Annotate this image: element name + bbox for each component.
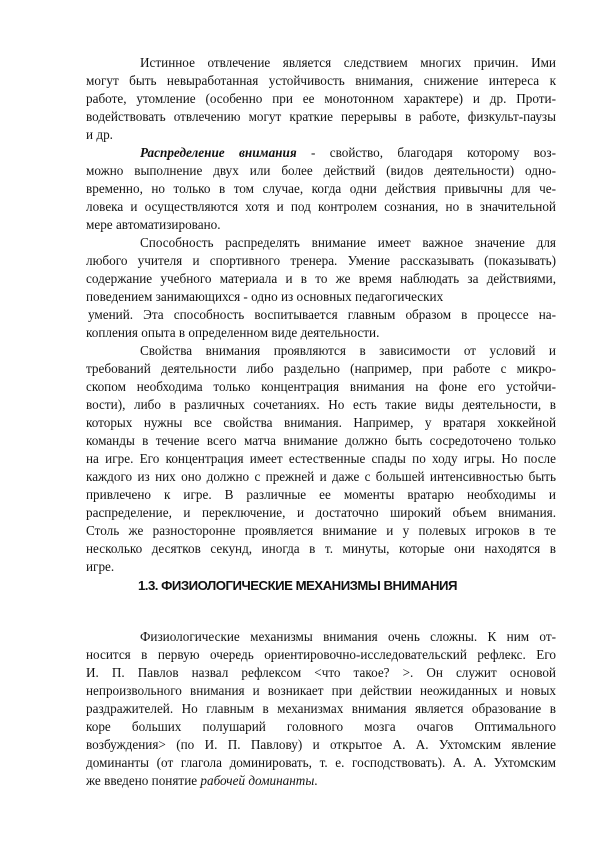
paragraph-4-line-11: Столь же разносторонне проявляется внимание и у полевых игроков в те <box>86 523 556 538</box>
paragraph-1-line-1: Истинное отвлечение является следствием многих причин. Ими <box>140 55 556 70</box>
paragraph-1-line-2: могут быть невыработанная устойчивость внимания, снижение интереса к <box>86 73 556 88</box>
paragraph-5-line-7: возбуждения> (по И. П. Павлову) и открытое А. А. Ухтомским явление <box>86 737 556 752</box>
paragraph-2-line-3: временно, но только в том случае, когда одни действия привычны для че- <box>86 181 556 196</box>
paragraph-2-line-4: ловека и осуществляются хотя и под контролем сознания, но в значительной <box>86 199 556 214</box>
paragraph-4-line-9: привлечено к игре. В различные ее моменты вратарю необходимы и <box>86 487 556 502</box>
paragraph-2-line-2: можно выполнение двух или более действий (видов деятельности) одно- <box>86 163 556 178</box>
paragraph-3-line-3: содержание учебного материала и в то же время наблюдать за действиями, <box>86 271 556 286</box>
paragraph-4-line-13: игре. <box>86 559 115 574</box>
paragraph-4-line-2: требований деятельности либо раздельно (например, при работе с микро- <box>86 361 556 376</box>
paragraph-4-line-7: на игре. Его концентрация имеет естественные спады по ходу игры. Но после <box>86 451 556 466</box>
paragraph-3-line-1: Способность распределять внимание имеет важное значение для <box>140 235 556 250</box>
paragraph-2-line-1-rest: - свойство, благодаря которому воз- <box>296 145 556 160</box>
paragraph-1-line-4: водействовать отвлечению могут краткие перерывы в работе, физкульт-паузы <box>86 109 556 124</box>
paragraph-2-line-5: мере автоматизировано. <box>86 217 221 232</box>
paragraph-2-line-1 <box>140 144 556 161</box>
paragraph-3-line-4: поведением занимающихся - одно из основных педагогических <box>86 289 444 304</box>
paragraph-5-line-5: раздражителей. Но главным в механизмах внимания является образование в <box>86 701 556 716</box>
paragraph-4-line-6: команды в течение всего матча внимание должно быть сосредоточено только <box>86 433 556 448</box>
paragraph-1-line-3: работе, утомление (особенно при ее монотонном характере) и др. Проти- <box>86 91 556 106</box>
paragraph-5-line-9-text: же введено понятие <box>86 773 201 788</box>
paragraph-4-line-12: несколько десятков секунд, иногда в т. минуты, которые они находятся в <box>86 541 556 556</box>
paragraph-4-line-1: Свойства внимания проявляются в зависимости от условий и <box>140 343 556 358</box>
paragraph-3-line-6: копления опыта в определенном виде деятельности. <box>86 325 380 340</box>
paragraph-5-line-3: И. П. Павлов назвал рефлексом <что такое? >. Он служит основой <box>86 665 556 680</box>
paragraph-5-line-2: носится в первую очередь ориентировочно-исследовательский рефлекс. Его <box>86 647 556 662</box>
paragraph-5-line-6: коре больших полушарий головного мозга очагов Оптимального <box>86 719 556 734</box>
paragraph-5-line-1: Физиологические механизмы внимания очень сложны. К ним от- <box>140 629 556 644</box>
paragraph-4-line-5: которых нужны все свойства внимания. Например, у вратаря хоккейной <box>86 415 556 430</box>
section-heading: 1.3. ФИЗИОЛОГИЧЕСКИЕ МЕХАНИЗМЫ ВНИМАНИЯ <box>137 578 458 593</box>
paragraph-3-line-5: умений. Эта способность воспитывается главным образом в процессе на- <box>88 307 556 322</box>
paragraph-5-line-9 <box>86 772 556 789</box>
paragraph-5-line-9-end: . <box>314 773 318 788</box>
paragraph-4-line-3: скопом необходима только концентрация внимания на фоне его устойчи- <box>86 379 556 394</box>
paragraph-5-line-4: непроизвольного внимания и возникает при действии неожиданных и новых <box>86 683 556 698</box>
paragraph-5-line-8: доминанты (от глагола доминировать, т. е. господствовать). А. А. Ухтомским <box>86 755 556 770</box>
paragraph-4-line-10: распределение, и переключение, и достаточно широкий объем внимания. <box>86 505 556 520</box>
paragraph-4-line-4: вости), либо в различных сочетаниях. Но есть такие виды деятельности, в <box>86 397 556 412</box>
paragraph-1-line-5: и др. <box>86 127 113 142</box>
term-attention-distribution: Распределение внимания <box>140 145 297 160</box>
term-working-dominant: рабочей доминанты <box>200 773 315 788</box>
paragraph-3-line-2: любого учителя и спортивного тренера. Умение рассказывать (показывать) <box>86 253 556 268</box>
paragraph-4-line-8: каждого из них оно должно с прежней и даже с большей интенсивностью быть <box>86 469 556 484</box>
